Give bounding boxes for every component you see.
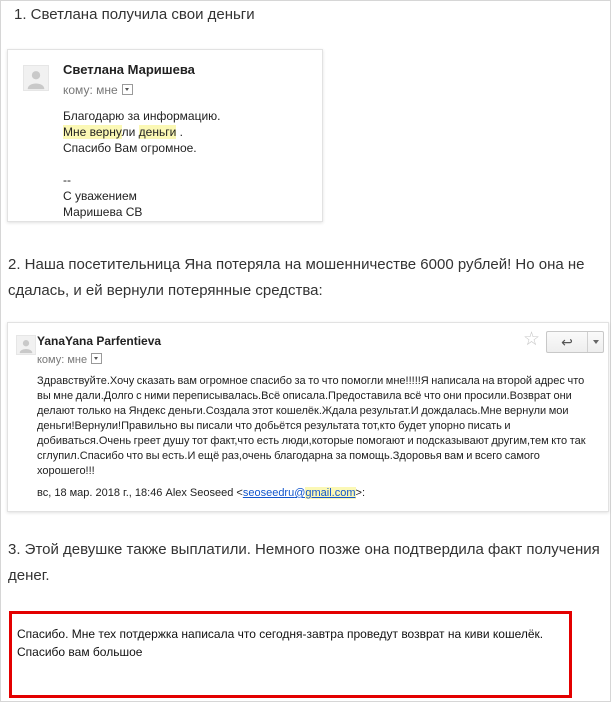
person-silhouette-icon <box>24 66 48 90</box>
spacer <box>63 156 221 172</box>
reply-icon[interactable]: ↩ <box>547 332 588 352</box>
email-sender: Светлана Маришева <box>63 62 195 77</box>
quoted-header-suffix: >: <box>355 487 365 499</box>
email-body: Здравствуйте.Хочу сказать вам огромное спасибо за то что помогли мне!!!!!Я написала на второй адрес что вы мне дали.Долго с ними переписывалась.Всё описала.Предоставила всё что они просили.Возврат они делают только на Яндекс деньги.Создала этот кошелёк.Ждала результат.И дождалась.Мне вернули мои деньги!Вернули!Правильно вы писали что добьётся результата тот,кто будет упорно писать и добиваться.Очень греет душу тот факт,что есть люди,которые помогают и подсказывают другим,тем кто так сглупил.Спасибо что вы есть.И ещё раз,очень благодарна за помощь.Здоровья вам и всего самого хорошего!!! <box>37 375 586 477</box>
person-silhouette-icon <box>17 336 35 354</box>
email-sender: YanaYana Parfentieva <box>37 334 162 348</box>
body-line: Спасибо Вам огромное. <box>63 141 197 155</box>
quoted-header <box>37 487 365 499</box>
message-line: Спасибо вам большое <box>17 645 143 659</box>
email-recipient <box>63 83 133 97</box>
quoted-header-text: вс, 18 мар. 2018 г., 18:46 Alex Seoseed < <box>37 487 243 499</box>
email-recipient <box>37 353 102 366</box>
message-text <box>17 625 567 661</box>
signature-dash: -- <box>63 173 71 187</box>
section-2-heading: 2. Наша посетительница Яна потеряла на мошенничестве 6000 рублей! Но она не сдалась, и ей вернули потерянные средства: <box>8 256 585 299</box>
signature-line: Маришева СВ <box>63 205 143 219</box>
recipient-label: кому: мне <box>37 354 88 366</box>
star-icon[interactable]: ☆ <box>523 329 541 350</box>
highlighted-message-box <box>9 611 572 698</box>
chevron-down-icon[interactable] <box>122 84 133 95</box>
chevron-down-icon[interactable] <box>91 353 102 364</box>
body-line <box>63 124 221 140</box>
signature-line: С уважением <box>63 189 137 203</box>
message-line: Спасибо. Мне тех потдержка написала что сегодня-завтра проведут возврат на киви кошелёк. <box>17 627 544 641</box>
body-line: Благодарю за информацию. <box>63 109 221 123</box>
email-link-at[interactable]: @ <box>294 487 306 499</box>
section-3-heading: 3. Этой девушке также выплатили. Немного позже она подтвердила факт получения денег. <box>8 541 600 584</box>
email-link-domain[interactable]: gmail.com <box>305 487 356 499</box>
avatar-icon <box>23 65 49 91</box>
email-link[interactable]: seoseedru <box>242 487 295 499</box>
email-card-yana <box>7 322 609 512</box>
email-body <box>63 108 221 220</box>
more-options-chevron-down-icon[interactable] <box>588 332 604 352</box>
body-text: . <box>176 125 183 139</box>
email-card-svetlana <box>7 49 323 222</box>
highlighted-text: Мне верну <box>63 125 122 139</box>
recipient-label: кому: мне <box>63 83 118 97</box>
reply-button-group[interactable] <box>546 331 604 353</box>
highlighted-text: деньги <box>138 125 177 139</box>
section-1-heading: 1. Светлана получила свои деньги <box>14 6 255 23</box>
body-text: ли <box>121 125 139 139</box>
avatar-icon <box>16 335 36 355</box>
